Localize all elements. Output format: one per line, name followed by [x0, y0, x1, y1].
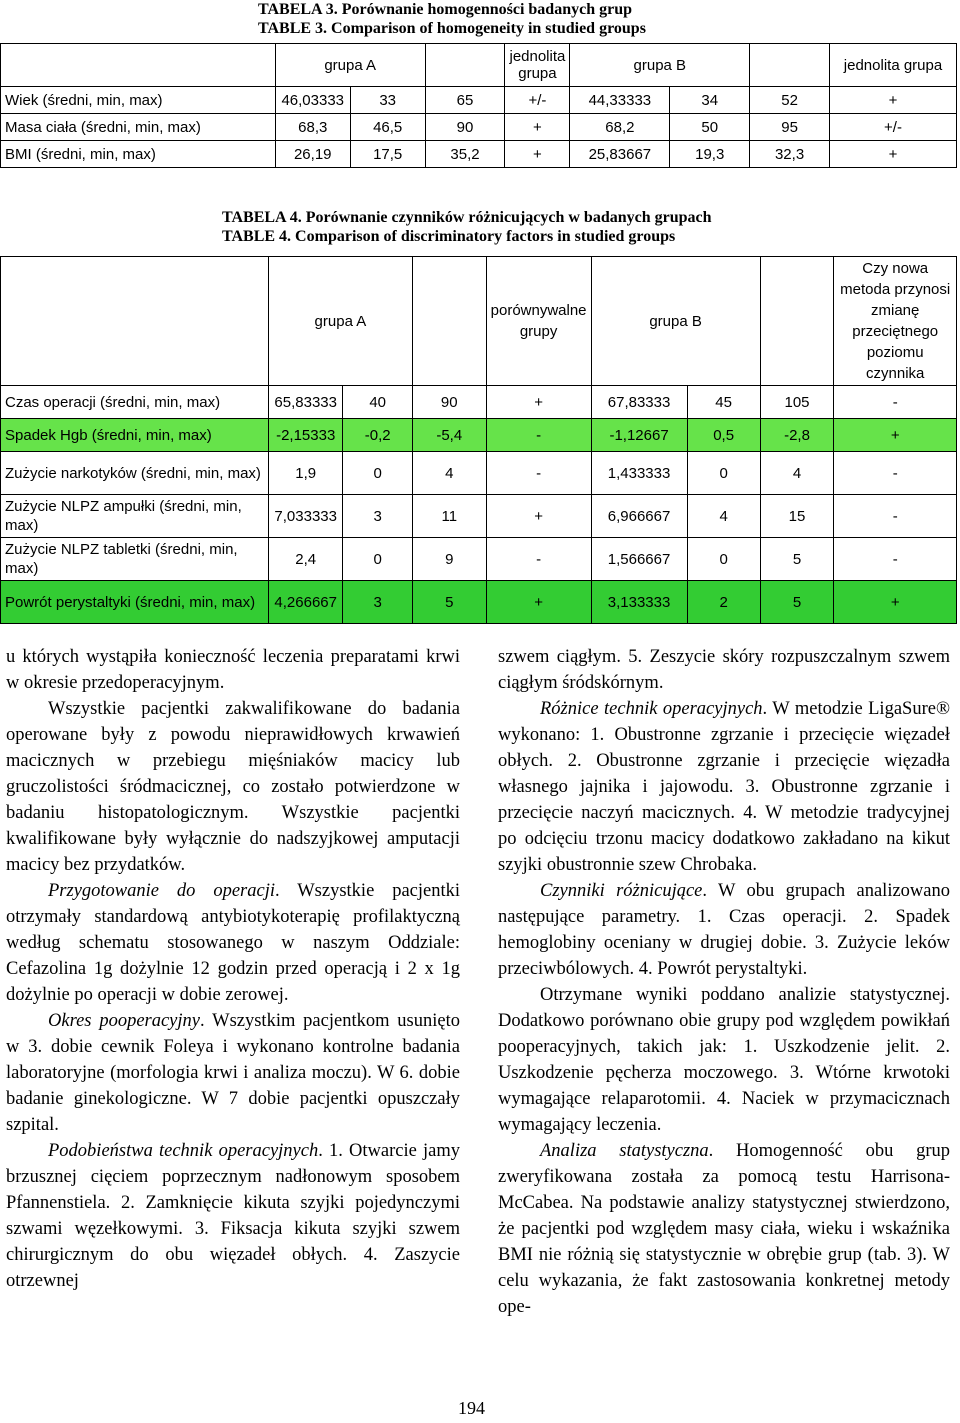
- table-cell: 35,2: [425, 141, 505, 168]
- table3-caption-en: TABLE 3. Comparison of homogeneity in studied groups: [258, 20, 646, 37]
- table-cell: 32,3: [750, 141, 830, 168]
- table-cell: -5,4: [412, 419, 486, 452]
- paragraph: [498, 878, 950, 982]
- table4-header-cell: grupa B: [591, 257, 760, 386]
- table-cell: Czas operacji (średni, min, max): [1, 386, 269, 419]
- paragraph-heading: Analiza statystyczna: [540, 1141, 709, 1161]
- table-cell: 3,133333: [591, 581, 687, 624]
- table-cell: 95: [750, 114, 830, 141]
- table-row: [1, 495, 957, 538]
- table-cell: 45: [687, 386, 760, 419]
- table-cell: 2: [687, 581, 760, 624]
- table-cell: 0: [343, 538, 412, 581]
- table-cell: +: [830, 141, 957, 168]
- table-cell: 68,2: [570, 114, 670, 141]
- paragraph: [498, 696, 950, 878]
- table-cell: 90: [425, 114, 505, 141]
- table4: [0, 256, 957, 624]
- table-cell: +: [834, 581, 957, 624]
- table-cell: +: [505, 141, 570, 168]
- table-cell: 4,266667: [268, 581, 343, 624]
- table-cell: 25,83667: [570, 141, 670, 168]
- table-cell: 17,5: [350, 141, 425, 168]
- paragraph: [6, 1138, 460, 1294]
- table-cell: 5: [760, 538, 834, 581]
- table4-header-row: [1, 257, 957, 386]
- table4-header-cell: [1, 257, 269, 386]
- table3-header-cell: [425, 44, 505, 87]
- table-cell: 68,3: [275, 114, 350, 141]
- table-cell: 1,433333: [591, 452, 687, 495]
- table3: [0, 43, 957, 168]
- paragraph-text: . Wszystkie pacjentki otrzymały standardową antybiotykoterapię profilaktyczną według schematu stosowanego w naszym Oddziale: Cefazolina 1g dożylnie 12 godzin przed operacją i 2 x 1g dożylnie po operacji w dobie zerowej.: [6, 881, 460, 1005]
- table4-caption-en: TABLE 4. Comparison of discriminatory factors in studied groups: [222, 228, 676, 245]
- table-cell: 5: [760, 581, 834, 624]
- table-cell: -: [834, 386, 957, 419]
- table3-header-cell: [1, 44, 276, 87]
- table-cell: 15: [760, 495, 834, 538]
- table-cell: 105: [760, 386, 834, 419]
- table-cell: 90: [412, 386, 486, 419]
- table-cell: -2,8: [760, 419, 834, 452]
- table-cell: 2,4: [268, 538, 343, 581]
- table-cell: 44,33333: [570, 87, 670, 114]
- table-cell: -: [834, 495, 957, 538]
- table-cell: +: [505, 114, 570, 141]
- table-cell: 52: [750, 87, 830, 114]
- table4-header-cell: [760, 257, 834, 386]
- table-cell: BMI (średni, min, max): [1, 141, 276, 168]
- table-cell: 1,566667: [591, 538, 687, 581]
- table-cell: 50: [670, 114, 750, 141]
- table-row: [1, 114, 957, 141]
- body-column-left: [6, 644, 460, 1294]
- page-number: 194: [458, 1398, 485, 1418]
- table-cell: 46,03333: [275, 87, 350, 114]
- table3-header-row: [1, 44, 957, 87]
- table-cell: -0,2: [343, 419, 412, 452]
- paragraph-text: . Homogenność obu grup zweryfikowana została za pomocą testu Harrisona-McCabea. Na podstawie analizy statystycznej stwierdzono, że pacjentki pod względem masy ciała, wieku i wskaźnika BMI nie różnią się statystycznie w obrębie grup (tab. 3). W celu wykazania, że fakt zastosowania konkretnej metody ope-: [498, 1141, 950, 1317]
- table-row: [1, 386, 957, 419]
- table-cell: +/-: [830, 114, 957, 141]
- table-cell: 46,5: [350, 114, 425, 141]
- table-cell: 67,83333: [591, 386, 687, 419]
- table-cell: Masa ciała (średni, min, max): [1, 114, 276, 141]
- paragraph-heading: Podobieństwa technik operacyjnych: [48, 1141, 319, 1161]
- table-cell: Spadek Hgb (średni, min, max): [1, 419, 269, 452]
- table-cell: 40: [343, 386, 412, 419]
- table-cell: 34: [670, 87, 750, 114]
- table-cell: -: [834, 452, 957, 495]
- table-cell: 3: [343, 581, 412, 624]
- table4-header-cell: porównywalne grupy: [486, 257, 591, 386]
- table-cell: +/-: [505, 87, 570, 114]
- table3-header-cell: jednolita grupa: [505, 44, 570, 87]
- table4-caption-pl: TABELA 4. Porównanie czynników różnicujących w badanych grupach: [222, 209, 712, 226]
- paragraph: Wszystkie pacjentki zakwalifikowane do badania operowane były z powodu nieprawidłowych krwawień macicznych w przebiegu mięśniaków macicy lub gruczolistości śródmacicznej, co zostało potwierdzone w badaniu histopatologicznym. Wszystkie pacjentki kwalifikowane były wyłącznie do nadszyjkowej amputacji macicy bez przydatków.: [6, 699, 460, 875]
- table-cell: Zużycie NLPZ ampułki (średni, min, max): [1, 495, 269, 538]
- table-cell: +: [830, 87, 957, 114]
- table-cell: 33: [350, 87, 425, 114]
- table3-header-cell: grupa B: [570, 44, 750, 87]
- table-row: [1, 538, 957, 581]
- paragraph-text: . 1. Otwarcie jamy brzusznej cięciem poprzecznym nadłonowym sposobem Pfannenstiela. 2. Zamknięcie kikuta szyjki pojedynczymi szwami węzełkowymi. 3. Fiksacja kikuta szyjki szwem chirurgicznym do obu więzadeł obłych. 4. Zaszycie otrzewnej: [6, 1141, 460, 1291]
- table-row: [1, 141, 957, 168]
- table-cell: 1,9: [268, 452, 343, 495]
- table-cell: +: [834, 419, 957, 452]
- table-cell: 6,966667: [591, 495, 687, 538]
- table-row: [1, 419, 957, 452]
- paragraph-heading: Okres pooperacyjny: [48, 1011, 200, 1031]
- paragraph: szwem ciągłym. 5. Zeszycie skóry rozpuszczalnym szwem ciągłym śródskórnym.: [498, 647, 950, 693]
- table-cell: 0: [687, 538, 760, 581]
- table-row: [1, 581, 957, 624]
- table-cell: Zużycie NLPZ tabletki (średni, min, max): [1, 538, 269, 581]
- table-cell: 19,3: [670, 141, 750, 168]
- paragraph-text: . W obu grupach analizowano następujące parametry. 1. Czas operacji. 2. Spadek hemoglobiny oceniany w drugiej dobie. 3. Zużycie leków przeciwbólowych. 4. Powrót perystaltyki.: [498, 881, 950, 979]
- table-cell: -1,12667: [591, 419, 687, 452]
- paragraph-heading: Przygotowanie do operacji: [48, 881, 275, 901]
- table-cell: 4: [687, 495, 760, 538]
- table-cell: 11: [412, 495, 486, 538]
- paragraph-heading: Czynniki różnicujące: [540, 881, 703, 901]
- table-cell: 0: [687, 452, 760, 495]
- table-cell: -: [486, 452, 591, 495]
- paragraph: [6, 878, 460, 1008]
- paragraph: Otrzymane wyniki poddano analizie statystycznej. Dodatkowo porównano obie grupy pod względem powikłań pooperacyjnych, takich jak: 1. Uszkodzenie jelit. 2. Uszkodzenie pęcherza moczowego. 3. Wtórne krwotoki wymagające relaparotomii. 4. Naciek w przymacicznach wymagający leczenia.: [498, 985, 950, 1135]
- paragraph: [6, 1008, 460, 1138]
- table-cell: 26,19: [275, 141, 350, 168]
- table3-caption-pl: TABELA 3. Porównanie homogenności badanych grup: [258, 1, 632, 18]
- table3-header-cell: grupa A: [275, 44, 425, 87]
- table-cell: 65,83333: [268, 386, 343, 419]
- table-cell: 0: [343, 452, 412, 495]
- table-row: [1, 452, 957, 495]
- table-cell: 0,5: [687, 419, 760, 452]
- table-cell: Powrót perystaltyki (średni, min, max): [1, 581, 269, 624]
- table-cell: 4: [412, 452, 486, 495]
- table4-caption: [222, 208, 712, 246]
- table4-header-cell: [412, 257, 486, 386]
- body-column-right: [498, 644, 950, 1320]
- table-cell: 3: [343, 495, 412, 538]
- table-cell: Zużycie narkotyków (średni, min, max): [1, 452, 269, 495]
- paragraph: u których wystąpiła konieczność leczenia preparatami krwi w okresie przedoperacyjnym.: [6, 647, 460, 693]
- table-cell: 5: [412, 581, 486, 624]
- table-cell: +: [486, 495, 591, 538]
- table-cell: Wiek (średni, min, max): [1, 87, 276, 114]
- table-cell: 7,033333: [268, 495, 343, 538]
- table3-header-cell: jednolita grupa: [830, 44, 957, 87]
- table-cell: +: [486, 386, 591, 419]
- table-row: [1, 87, 957, 114]
- table-cell: 9: [412, 538, 486, 581]
- table-cell: -: [486, 419, 591, 452]
- table4-header-cell: grupa A: [268, 257, 412, 386]
- table-cell: -: [486, 538, 591, 581]
- paragraph-text: . W metodzie LigaSure® wykonano: 1. Obustronne zgrzanie i przecięcie więzadeł obłych. 2. Obustronne zgrzanie i przecięcie więzadła własnego jajnika i jajowodu. 3. Obustronne zgrzanie i przecięcie naczyń macicznych. 4. W metodzie tradycyjnej po odcięciu trzonu macicy dodatkowo zakładano na kikut szyjki obustronnie szew Chrobaka.: [498, 699, 951, 875]
- table3-header-cell: [750, 44, 830, 87]
- table-cell: -: [834, 538, 957, 581]
- paragraph-text: . Wszystkim pacjentkom usunięto w 3. dobie cewnik Foleya i wykonano kontrolne badania laboratoryjne (morfologia krwi i analiza moczu). W 6. dobie badanie ginekologiczne. W 7 dobie pacjentki opuszczały szpital.: [6, 1011, 460, 1135]
- table-cell: 65: [425, 87, 505, 114]
- paragraph-heading: Różnice technik operacyjnych: [540, 699, 763, 719]
- table-cell: -2,15333: [268, 419, 343, 452]
- table3-caption: [258, 0, 646, 38]
- table-cell: 4: [760, 452, 834, 495]
- paragraph: [498, 1138, 950, 1320]
- table-cell: +: [486, 581, 591, 624]
- table4-header-cell: Czy nowa metoda przynosi zmianę przeciętnego poziomu czynnika: [834, 257, 957, 386]
